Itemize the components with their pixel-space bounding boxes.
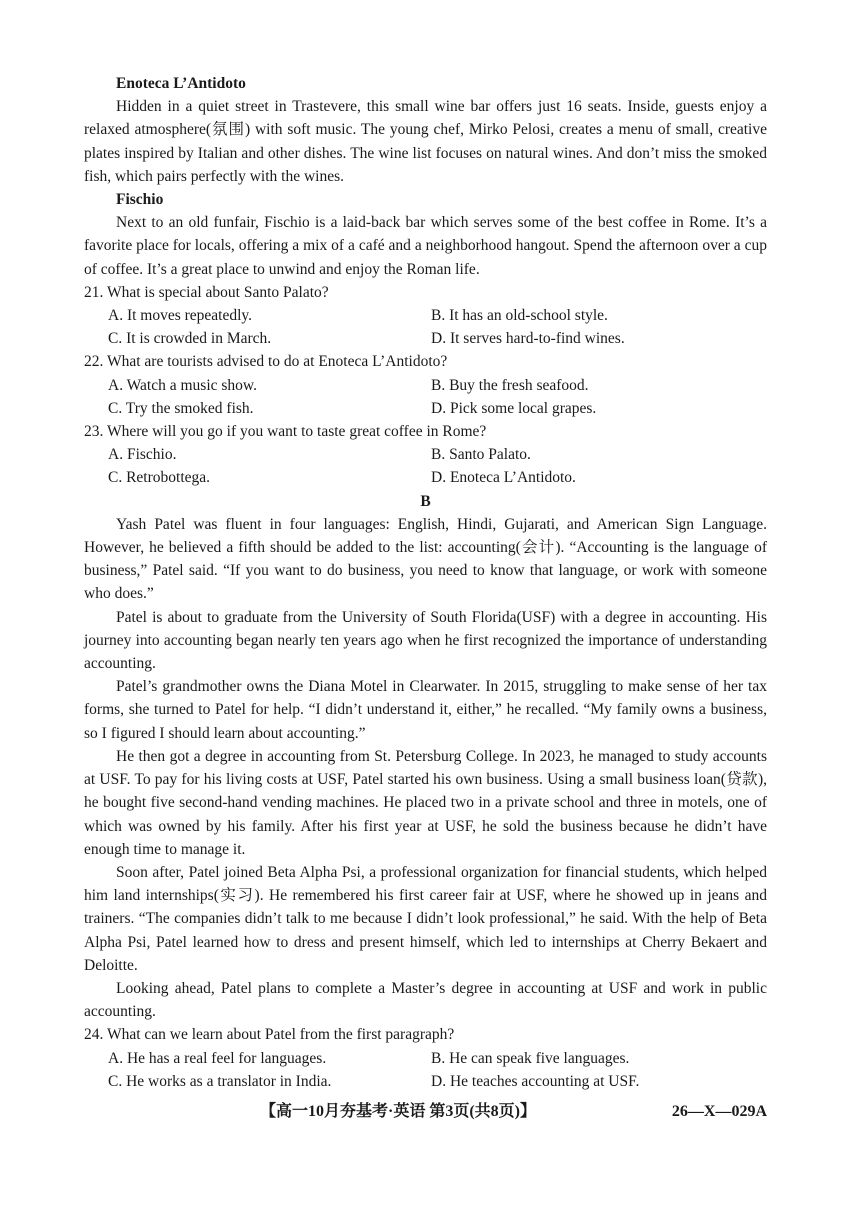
question-stem: 22. What are tourists advised to do at Enoteca L’Antidoto? [84,353,448,371]
option-d: D. Enoteca L’Antidoto. [431,469,576,487]
question-23 [84,420,767,490]
question-options [84,304,767,350]
venue-title-fischio: Fischio [116,191,164,209]
part-label-b: B [420,492,431,510]
venue-text-fischio: Next to an old funfair, Fischio is a laid-back bar which serves some of the best coffee in Rome. It’s a favorite place for locals, offering a mix of a café and a neighborhood hangout. Spend the afternoon over a cup of coffee. It’s a great place to unwind and enjoy the Roman life. [84,214,767,278]
option-c: C. He works as a translator in India. [108,1072,332,1090]
question-22 [84,350,767,420]
passage-paragraph: Looking ahead, Patel plans to complete a Master’s degree in accounting at USF and work in public accounting. [84,979,767,1021]
passage-paragraph: Patel is about to graduate from the University of South Florida(USF) with a degree in accounting. His journey into accounting began nearly ten years ago when he first recognized the importance of understanding accounting. [84,608,767,673]
question-stem: 21. What is special about Santo Palato? [84,283,329,301]
venue-text-enoteca: Hidden in a quiet street in Trastevere, this small wine bar offers just 16 seats. Inside, guests enjoy a relaxed atmosphere(氛围) with soft music. The young chef, Mirko Pelosi, creates a menu of small, creative plates inspired by Italian and other dishes. The wine list focuses on natural wines. And don’t miss the smoked fish, which pairs perfectly with the wines. [84,98,767,185]
option-a: A. Watch a music show. [108,376,257,394]
option-c: C. Retrobottega. [108,469,211,487]
passage-paragraph: Soon after, Patel joined Beta Alpha Psi, a professional organization for financial students, which helped him land internships(实习). He remembered his first career fair at USF, where he showed up in jeans and trainers. “The companies didn’t talk to me because I didn’t look professional,” he said. With the help of Beta Alpha Psi, Patel learned how to dress and present himself, which led to internships at Cherry Bekaert and Deloitte. [84,863,767,974]
option-d: D. Pick some local grapes. [431,399,597,417]
question-24 [84,1023,767,1093]
option-a: A. He has a real feel for languages. [108,1049,327,1067]
page-footer [84,1100,767,1123]
passage-paragraph: Yash Patel was fluent in four languages: English, Hindi, Gujarati, and American Sign Language. However, he believed a fifth should be added to the list: accounting(会计). “Accounting is the language of business,” Patel said. “If you want to do business, you need to know that language, or work with someone who does.” [84,515,767,603]
footer-page-info: 【高一10月夯基考·英语 第3页(共8页)】 [260,1103,536,1120]
venue-title-enoteca: Enoteca L’Antidoto [116,75,246,92]
question-options [84,1047,767,1093]
option-a: A. Fischio. [108,446,177,464]
option-b: B. It has an old-school style. [431,307,608,325]
question-stem: 23. Where will you go if you want to taste great coffee in Rome? [84,423,487,441]
question-stem: 24. What can we learn about Patel from the first paragraph? [84,1026,455,1044]
question-options [84,374,767,420]
option-c: C. It is crowded in March. [108,330,272,348]
option-d: D. It serves hard-to-find wines. [431,330,625,348]
option-c: C. Try the smoked fish. [108,399,254,417]
footer-exam-code: 26—X—029A [671,1103,767,1120]
option-d: D. He teaches accounting at USF. [431,1072,640,1090]
passage-paragraph: He then got a degree in accounting from St. Petersburg College. In 2023, he managed to study accounts at USF. To pay for his living costs at USF, Patel started his own business. Using a small business loan(贷款), he bought five second-hand vending machines. He placed two in a private school and three in motels, one of which was owned by his family. After his first year at USF, he sold the business because he didn’t have enough time to manage it. [84,747,767,858]
option-b: B. He can speak five languages. [431,1049,630,1067]
option-a: A. It moves repeatedly. [108,307,253,325]
option-b: B. Buy the fresh seafood. [431,376,589,394]
passage-paragraph: Patel’s grandmother owns the Diana Motel in Clearwater. In 2015, struggling to make sense of her tax forms, she turned to Patel for help. “I didn’t understand it, either,” he recalled. “My family owns a business, so I figured I should learn about accounting.” [84,678,767,742]
question-21 [84,281,767,351]
question-options [84,443,767,489]
option-b: B. Santo Palato. [431,446,531,464]
